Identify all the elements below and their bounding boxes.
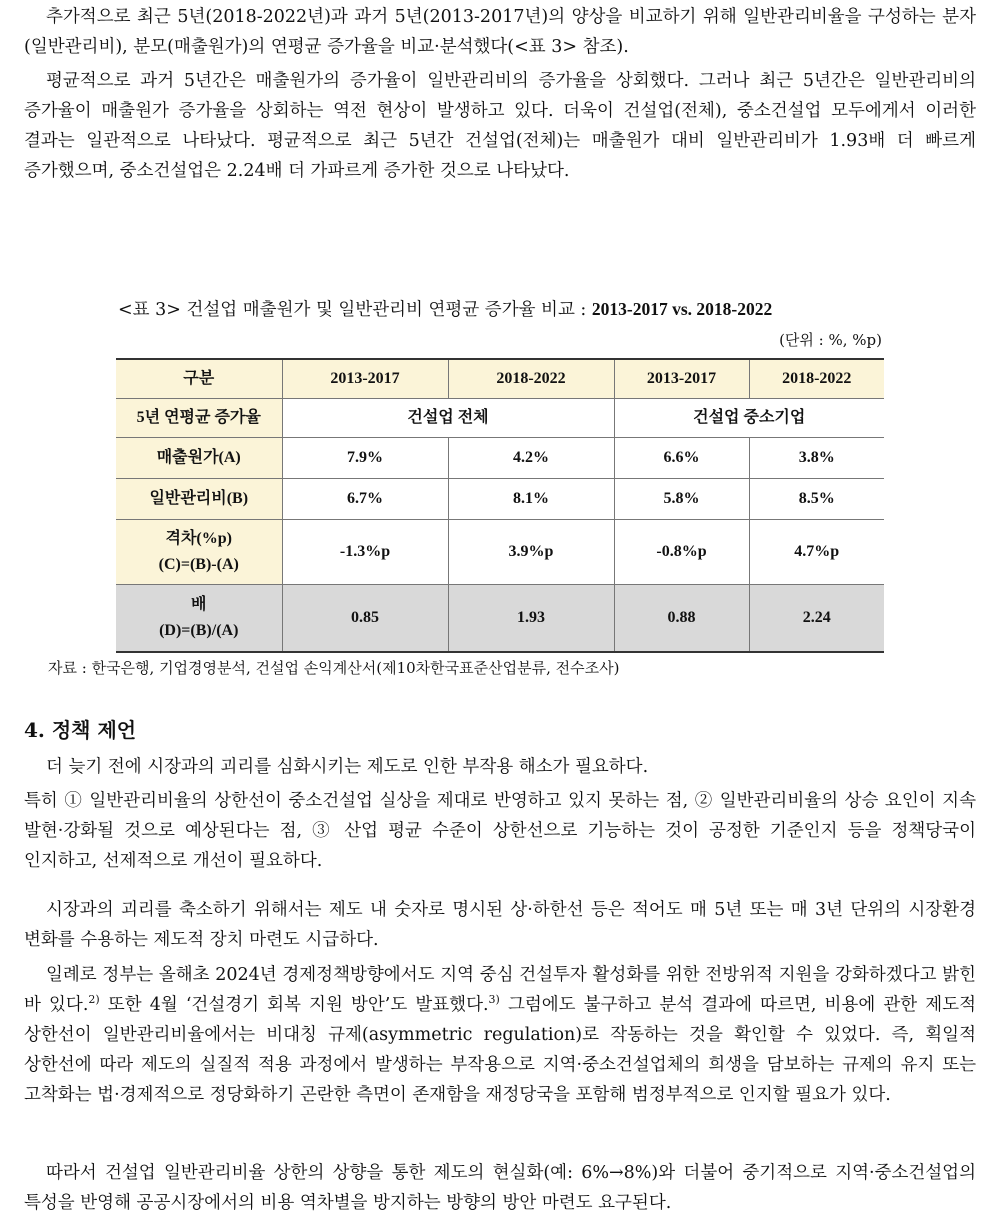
table-cell: 4.7%p [749,520,884,585]
table-cell: 2.24 [749,585,884,653]
table-cell: 0.88 [614,585,749,653]
row-label: 일반관리비(B) [116,479,282,520]
table-cell: 6.7% [282,479,448,520]
row-label-line: 격차(%p) [165,530,232,547]
paragraph-text: 또한 4월 ‘건설경기 회복 지원 방안’도 발표했다. [99,995,489,1015]
table-row [116,520,884,585]
table-cell: 0.85 [282,585,448,653]
policy-paragraph: 더 늦기 전에 시장과의 괴리를 심화시키는 제도로 인한 부작용 해소가 필요하다. [46,757,649,777]
table-cell: 7.9% [282,438,448,479]
table-cell: 1.93 [448,585,614,653]
table-row [116,479,884,520]
table-cell: -1.3%p [282,520,448,585]
table-cell: 3.9%p [448,520,614,585]
table-cell: 8.1% [448,479,614,520]
policy-paragraph: 시장과의 괴리를 축소하기 위해서는 제도 내 숫자로 명시된 상·하한선 등은 적어도 매 5년 또는 매 3년 단위의 시장환경 변화를 수용하는 제도적 장치 마련도 시급하다. [24,900,976,950]
policy-paragraph: 따라서 건설업 일반관리비율 상한의 상향을 통한 제도의 현실화(예: 6%→8%)와 더불어 중기적으로 지역·중소건설업의 특성을 반영해 공공시장에서의 비용 역차별을 방지하는 방향의 방안 마련도 요구된다. [24,1163,976,1213]
table-source: 자료 : 한국은행, 기업경영분석, 건설업 손익계산서(제10차한국표준산업분류, 전수조사) [48,659,620,677]
table-row [116,585,884,653]
table-cell: 8.5% [749,479,884,520]
subheader-cell: 건설업 중소기업 [614,399,884,438]
table-unit: (단위 : %, %p) [779,331,882,349]
table-caption-text: <표 3> 건설업 매출원가 및 일반관리비 연평균 증가율 비교 : [118,300,592,320]
subheader-cell: 5년 연평균 증가율 [116,399,282,438]
table-caption-range: 2013-2017 vs. 2018-2022 [591,299,773,319]
policy-paragraph: 특히 ① 일반관리비율의 상한선이 중소건설업 실상을 제대로 반영하고 있지 못하는 점, ② 일반관리비율의 상승 요인이 지속 발현·강화될 것으로 예상된다는 점, ③ 산업 평균 수준이 상한선으로 기능하는 것이 공정한 기준인지 등을 정책당국이 인지하고, 선제적으로 개선이 필요하다. [24,791,976,871]
growth-rate-table [116,358,884,653]
table-cell: 4.2% [448,438,614,479]
analysis-paragraph: 평균적으로 과거 5년간은 매출원가의 증가율이 일반관리비의 증가율을 상회했다. 그러나 최근 5년간은 일반관리비의 증가율이 매출원가 증가율을 상회하는 역전 현상이 발생하고 있다. 더욱이 건설업(전체), 중소건설업 모두에게서 이러한 결과는 일관적으로 나타났다. 평균적으로 최근 5년간 건설업(전체)는 매출원가 대비 일반관리비가 1.93배 더 빠르게 증가했으며, 중소건설업은 2.24배 더 가파르게 증가한 것으로 나타났다. [24,71,976,181]
table-header-row [116,359,884,399]
header-cell: 2013-2017 [614,359,749,399]
row-label-line: 배 [191,596,207,613]
row-label: 매출원가(A) [116,438,282,479]
footnote-ref[interactable]: 2) [88,993,100,1007]
header-cell: 2013-2017 [282,359,448,399]
table-subheader-row [116,399,884,438]
header-cell: 구분 [116,359,282,399]
table-cell: 3.8% [749,438,884,479]
header-cell: 2018-2022 [749,359,884,399]
table-cell: 5.8% [614,479,749,520]
paragraph-text: 일례로 정부는 올해초 2024년 경제정책방향에서도 지역 중심 건설투자 활성화를 위한 전방위적 지원을 강화하겠다고 밝힌 바 있다. [24,965,976,1015]
section-heading: 4. 정책 제언 [24,718,137,742]
paragraph-text: 그럼에도 불구하고 분석 결과에 따르면, 비용에 관한 제도적 상한선이 일반관리비율에서는 비대칭 규제(asymmetric regulation)로 작동하는 것을 확인할 수 있었다. 즉, 획일적 상한선에 따라 제도의 실질적 적용 과정에서 발생하는 부작용으로 지역·중소건설업체의 희생을 담보하는 규제의 유지 또는 고착화는 법·경제적으로 정당화하기 곤란한 측면이 존재함을 재정당국을 포함해 범정부적으로 인지할 필요가 있다. [24,995,976,1105]
table-row [116,438,884,479]
table-cell: 6.6% [614,438,749,479]
table-cell: -0.8%p [614,520,749,585]
table-caption [118,296,888,321]
row-label-line: (D)=(B)/(A) [159,622,239,639]
subheader-cell: 건설업 전체 [282,399,614,438]
footnote-ref[interactable]: 3) [488,993,500,1007]
header-cell: 2018-2022 [448,359,614,399]
row-label [116,520,282,585]
row-label [116,585,282,653]
policy-paragraph [24,960,976,1110]
intro-paragraph: 추가적으로 최근 5년(2018-2022년)과 과거 5년(2013-2017년)의 양상을 비교하기 위해 일반관리비율을 구성하는 분자(일반관리비), 분모(매출원가)의 연평균 증가율을 비교·분석했다(<표 3> 참조). [24,7,976,57]
row-label-line: (C)=(B)-(A) [158,556,239,573]
